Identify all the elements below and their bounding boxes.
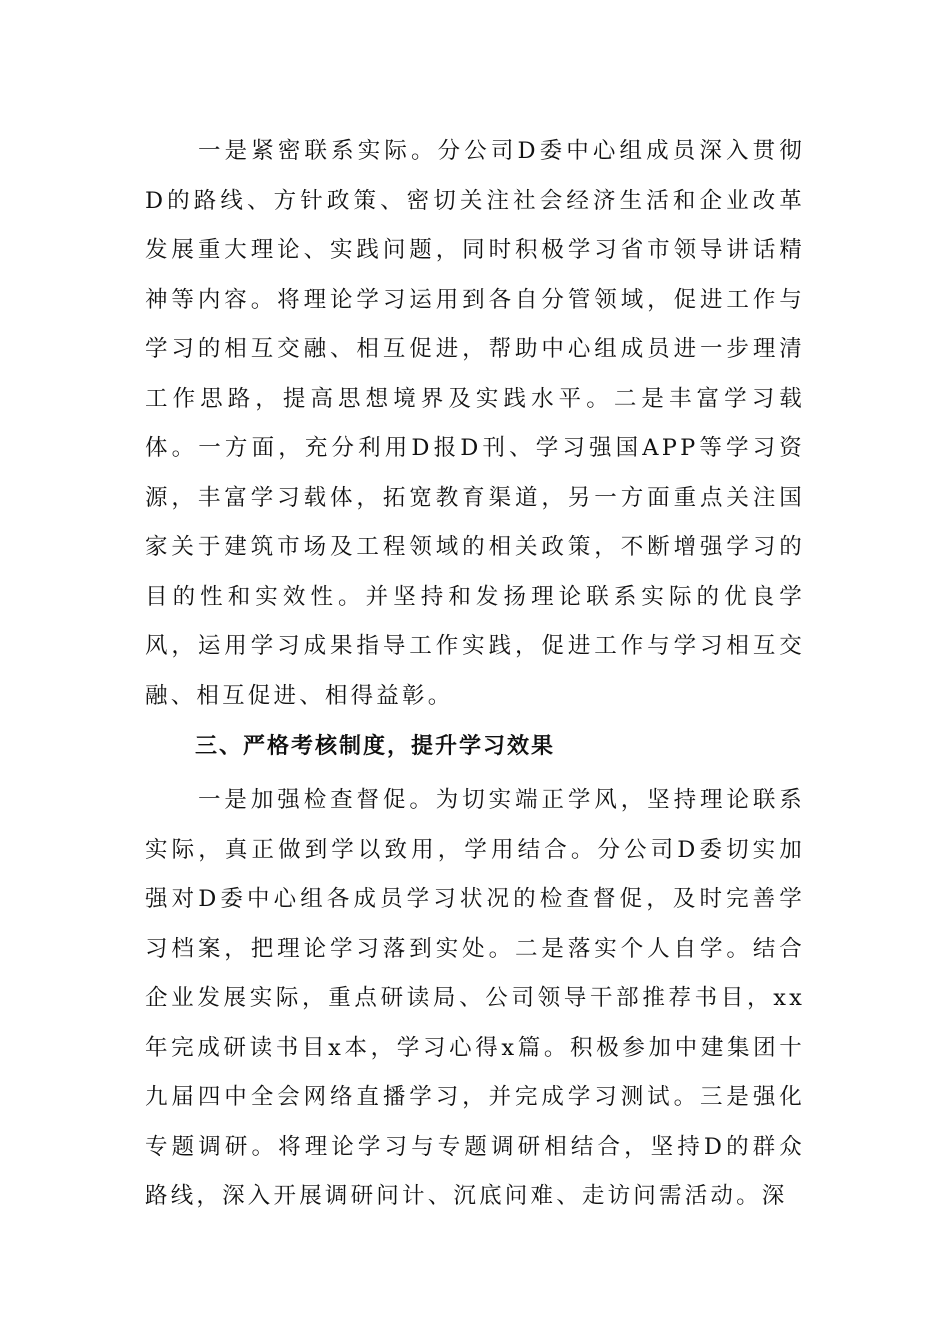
body-paragraph-assessment: 一是加强检查督促。为切实端正学风，坚持理论联系实际，真正做到学以致用，学用结合。分公司D委切实加强对D委中心组各成员学习状况的检查督促，及时完善学习档案，把理论学习落到实处。二是落实个人自学。结合企业发展实际，重点研读局、公司领导干部推荐书目，xx年完成研读书目x本，学习心得x篇。积极参加中建集团十九届四中全会网络直播学习，并完成学习测试。三是强化专题调研。将理论学习与专题调研相结合，坚持D的群众路线，深入开展调研问计、沉底问难、走访问需活动。深 xyxy=(145,787,805,1209)
body-paragraph-practice: 一是紧密联系实际。分公司D委中心组成员深入贯彻D的路线、方针政策、密切关注社会经济生活和企业改革发展重大理论、实践问题，同时积极学习省市领导讲话精神等内容。将理论学习运用到各自分管领域，促进工作与学习的相互交融、相互促进，帮助中心组成员进一步理清工作思路，提高思想境界及实践水平。二是丰富学习载体。一方面，充分利用D报D刊、学习强国APP等学习资源，丰富学习载体，拓宽教育渠道，另一方面重点关注国家关于建筑市场及工程领域的相关政策，不断增强学习的目的性和实效性。并坚持和发扬理论联系实际的优良学风，运用学习成果指导工作实践，促进工作与学习相互交融、相互促进、相得益彰。 xyxy=(145,138,805,709)
section-heading: 三、严格考核制度，提升学习效果 xyxy=(195,734,556,759)
